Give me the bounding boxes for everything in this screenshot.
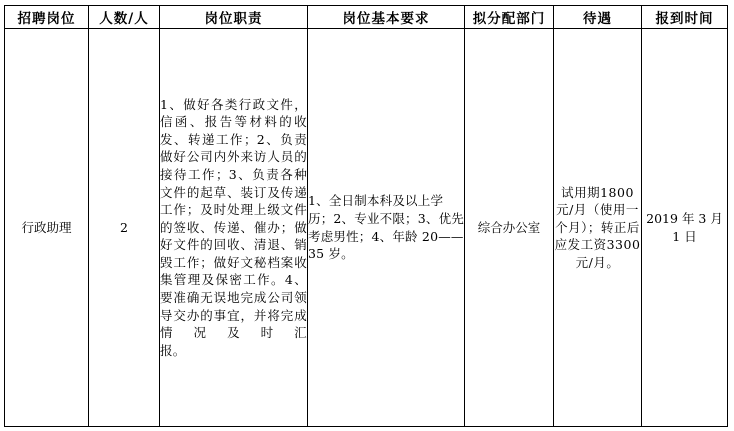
duties-text-end: 报。 [160,342,186,358]
cell-position: 行政助理 [5,29,89,427]
header-count: 人数/人 [89,6,160,29]
header-requirements: 岗位基本要求 [308,6,465,29]
header-duties: 岗位职责 [160,6,308,29]
duties-text: 1、做好各类行政文件，信函、报告等材料的收发、转递工作；2、负责做好公司内外来访人员的接待工作；3、负责各种文件的起草、装订及传递工作；及时处理上级文件的签收、传递、催办；做好文件的回收、清退、销毁工作；做好文秘档案收集管理及保密工作。4、要准确无误地完成公司领导交办的事宜，并将完成情况及时汇 [160,96,307,341]
header-department: 拟分配部门 [465,6,554,29]
header-salary: 待遇 [554,6,642,29]
header-position: 招聘岗位 [5,6,89,29]
cell-report-time: 2019 年 3 月 1 日 [642,29,728,427]
cell-count: 2 [89,29,160,427]
table-row [5,29,728,427]
cell-department: 综合办公室 [465,29,554,427]
recruitment-table [4,5,728,427]
cell-salary: 试用期1800 元/月（使用一个月）；转正后应发工资3300 元/月。 [554,29,642,427]
cell-requirements: 1、全日制本科及以上学历；2、专业不限；3、优先考虑男性；4、年龄 20——35 岁。 [308,29,465,427]
header-report-time: 报到时间 [642,6,728,29]
header-row [5,6,728,29]
cell-duties [160,29,308,427]
